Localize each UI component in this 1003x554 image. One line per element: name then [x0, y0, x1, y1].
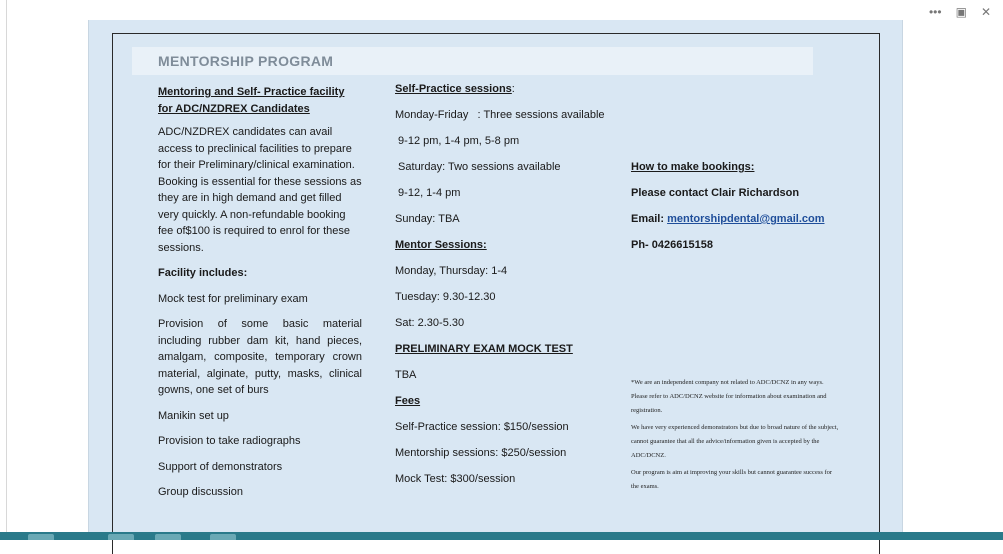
email-link[interactable]: mentorshipdental@gmail.com	[667, 213, 825, 225]
mentor-line: Sat: 2.30-5.30	[395, 317, 465, 329]
schedule-line: Saturday: Two sessions available	[395, 161, 561, 173]
schedule-line: 9-12 pm, 1-4 pm, 5-8 pm	[395, 135, 520, 147]
page-title: MENTORSHIP PROGRAM	[158, 53, 334, 69]
taskbar-app-button[interactable]	[210, 534, 236, 540]
mentor-line: Tuesday: 9.30-12.30	[395, 291, 496, 303]
facility-item: Support of demonstrators	[158, 460, 283, 473]
mock-test-value: TBA	[395, 369, 417, 381]
mock-test-heading: PRELIMINARY EXAM MOCK TEST	[395, 343, 573, 355]
disclaimer-text: Our program is aim at improving your skills but cannot guarantee success for the exams.	[631, 469, 833, 490]
fee-line: Mock Test: $300/session	[395, 473, 516, 485]
taskbar-start-button[interactable]	[28, 534, 54, 540]
middle-column	[395, 76, 605, 492]
close-icon[interactable]: ✕	[980, 5, 991, 19]
schedule-line: 9-12, 1-4 pm	[395, 187, 461, 199]
mentor-sessions-heading: Mentor Sessions:	[395, 239, 487, 251]
left-column	[158, 78, 362, 501]
program-heading: Mentoring and Self- Practice facility for ADC/NZDREX Candidates	[158, 86, 345, 115]
self-practice-heading: Self-Practice sessions	[395, 83, 512, 95]
schedule-line: Monday-Friday : Three sessions available	[395, 109, 605, 121]
window-controls	[929, 4, 991, 20]
heading-colon: :	[511, 83, 515, 95]
document-page	[88, 20, 903, 540]
facility-item: Group discussion	[158, 486, 243, 498]
right-column	[631, 154, 841, 258]
schedule-line: Sunday: TBA	[395, 213, 460, 225]
disclaimer-text: We have very experienced demonstrators but due to broad nature of the subject, cannot guarantee that all the advice/information given is accepted by the ADC/DCNZ.	[631, 424, 839, 459]
facility-item: Mock test for preliminary exam	[158, 292, 308, 305]
bookings-heading: How to make bookings:	[631, 161, 755, 173]
facility-item: Provision of some basic material including rubber dam kit, hand pieces, amalgam, composite, temporary crown material, alginate, putty, masks, clinical gowns, one set of burs	[158, 318, 362, 396]
restore-icon[interactable]: ▣	[955, 5, 967, 19]
taskbar-app-button[interactable]	[155, 534, 181, 540]
fees-heading: Fees	[395, 395, 421, 407]
disclaimer-text: *We are an independent company not related to ADC/DCNZ in any ways. Please refer to ADC/DCNZ website for information about examination and registration.	[631, 379, 827, 414]
more-options-icon[interactable]: •••	[928, 5, 942, 19]
window-left-edge	[0, 0, 7, 540]
fee-line: Self-Practice session: $150/session	[395, 421, 569, 433]
facility-heading: Facility includes:	[158, 267, 248, 279]
facility-item: Provision to take radiographs	[158, 435, 301, 447]
fee-line: Mentorship sessions: $250/session	[395, 447, 567, 459]
disclaimer-block	[631, 376, 841, 494]
contact-line: Please contact Clair Richardson	[631, 187, 800, 199]
intro-paragraph: ADC/NZDREX candidates can avail access to preclinical facilities to prepare for their Preliminary/clinical examination. Booking is essential for these sessions as they are in high demand and get filled very quickly. A non-refundable booking fee of$100 is required to enrol for these sessions.	[158, 126, 362, 254]
mentor-line: Monday, Thursday: 1-4	[395, 265, 508, 277]
taskbar	[0, 532, 1003, 540]
phone-line: Ph- 0426615158	[631, 239, 713, 251]
facility-item: Manikin set up	[158, 409, 229, 422]
taskbar-app-button[interactable]	[108, 534, 134, 540]
email-label: Email:	[631, 213, 668, 225]
